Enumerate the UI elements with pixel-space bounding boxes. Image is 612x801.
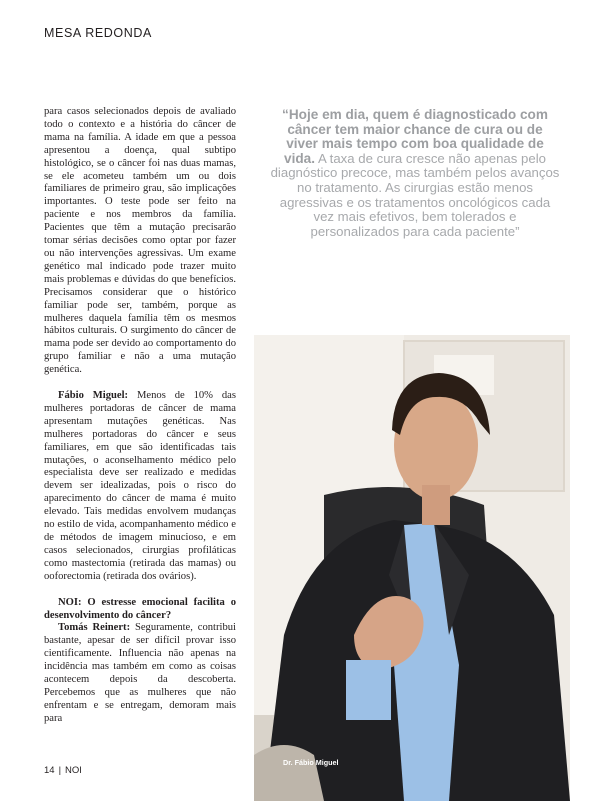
- paragraph-2: [44, 390, 236, 584]
- page-number: 14: [44, 765, 55, 776]
- pull-quote-regular: A taxa de cura cresce não apenas pelo diagnóstico precoce, mas também pelos avanços no tratamento. As cirurgias estão menos agressivas e os tratamentos oncológicos cada vez mais efetivos, bem tolerados e personalizados para cada paciente”: [270, 150, 560, 239]
- paragraph-3-text: Seguramente, contribui bastante, apesar de ser difícil provar isso cientificamente. Influencia não apenas na incidência mas também em como as coisas acontecem depois da descoberta. Percebemos que as mulheres que não enfrentam e se entregam, demoram mais para: [44, 622, 236, 724]
- article-column: [44, 106, 236, 726]
- speaker-fabio: Fábio Miguel:: [58, 390, 129, 402]
- paragraph-2-text: Menos de 10% das mulheres portadoras de câncer de mama apresentam mutações genéticas. Nas mulheres portadoras do câncer e seus familiares, em que são identificadas tais mutações, o aconselhamento médico pelo especialista deve ser realizado e medidas devem ser idealizadas, pois o risco do aparecimento do câncer de mama é muito elevado. Tais medidas envolvem mudanças no estilo de vida, acompanhamento médico e de métodos de imagem minucioso, e em casos selecionados, cirurgias profiláticas como mastectomia (retirada das mamas) ou ooforectomia (retirada dos ovários).: [44, 390, 236, 582]
- photo-caption: Dr. Fábio Miguel: [283, 758, 339, 767]
- portrait-photo: [254, 335, 570, 801]
- speaker-tomas: Tomás Reinert:: [58, 622, 131, 634]
- paragraph-1: para casos selecionados depois de avaliado todo o contexto e a história do câncer de mama na família. A idade em que a pessoa apresentou a doença, qual subtipo histológico, se o câncer foi nas duas mamas, se ele acometeu também um ou dois familiares de primeiro grau, são implicações importantes. O teste pode ser feito na paciente e nos membros da família. Pacientes que têm a mutação precisarão tomar sérias decisões como optar por fazer ou não intervenções agressivas. Um exame genético mal indicado pode trazer muito mais problemas e dúvidas do que benefícios. Precisamos considerar que o histórico familiar pode ser, também, porque as mulheres daquela família têm os mesmos hábitos culturais. O surgimento do câncer de mama pode ser devido ao comportamento do grupo familiar e não a uma mutação genética.: [44, 106, 236, 376]
- pull-quote-bold: “Hoje em dia, quem é diagnosticado com câncer tem maior chance de cura ou de viver mais tempo com boa qualidade de vida.: [282, 107, 548, 166]
- paragraph-3: [44, 622, 236, 725]
- portrait-illustration: [254, 335, 570, 801]
- magazine-name: NOI: [65, 765, 82, 776]
- page-footer: [44, 765, 82, 776]
- section-label: MESA REDONDA: [44, 26, 152, 40]
- footer-separator: |: [58, 765, 62, 776]
- pull-quote: [270, 108, 560, 239]
- interview-question: NOI: O estresse emocional facilita o desenvolvimento do câncer?: [44, 596, 236, 621]
